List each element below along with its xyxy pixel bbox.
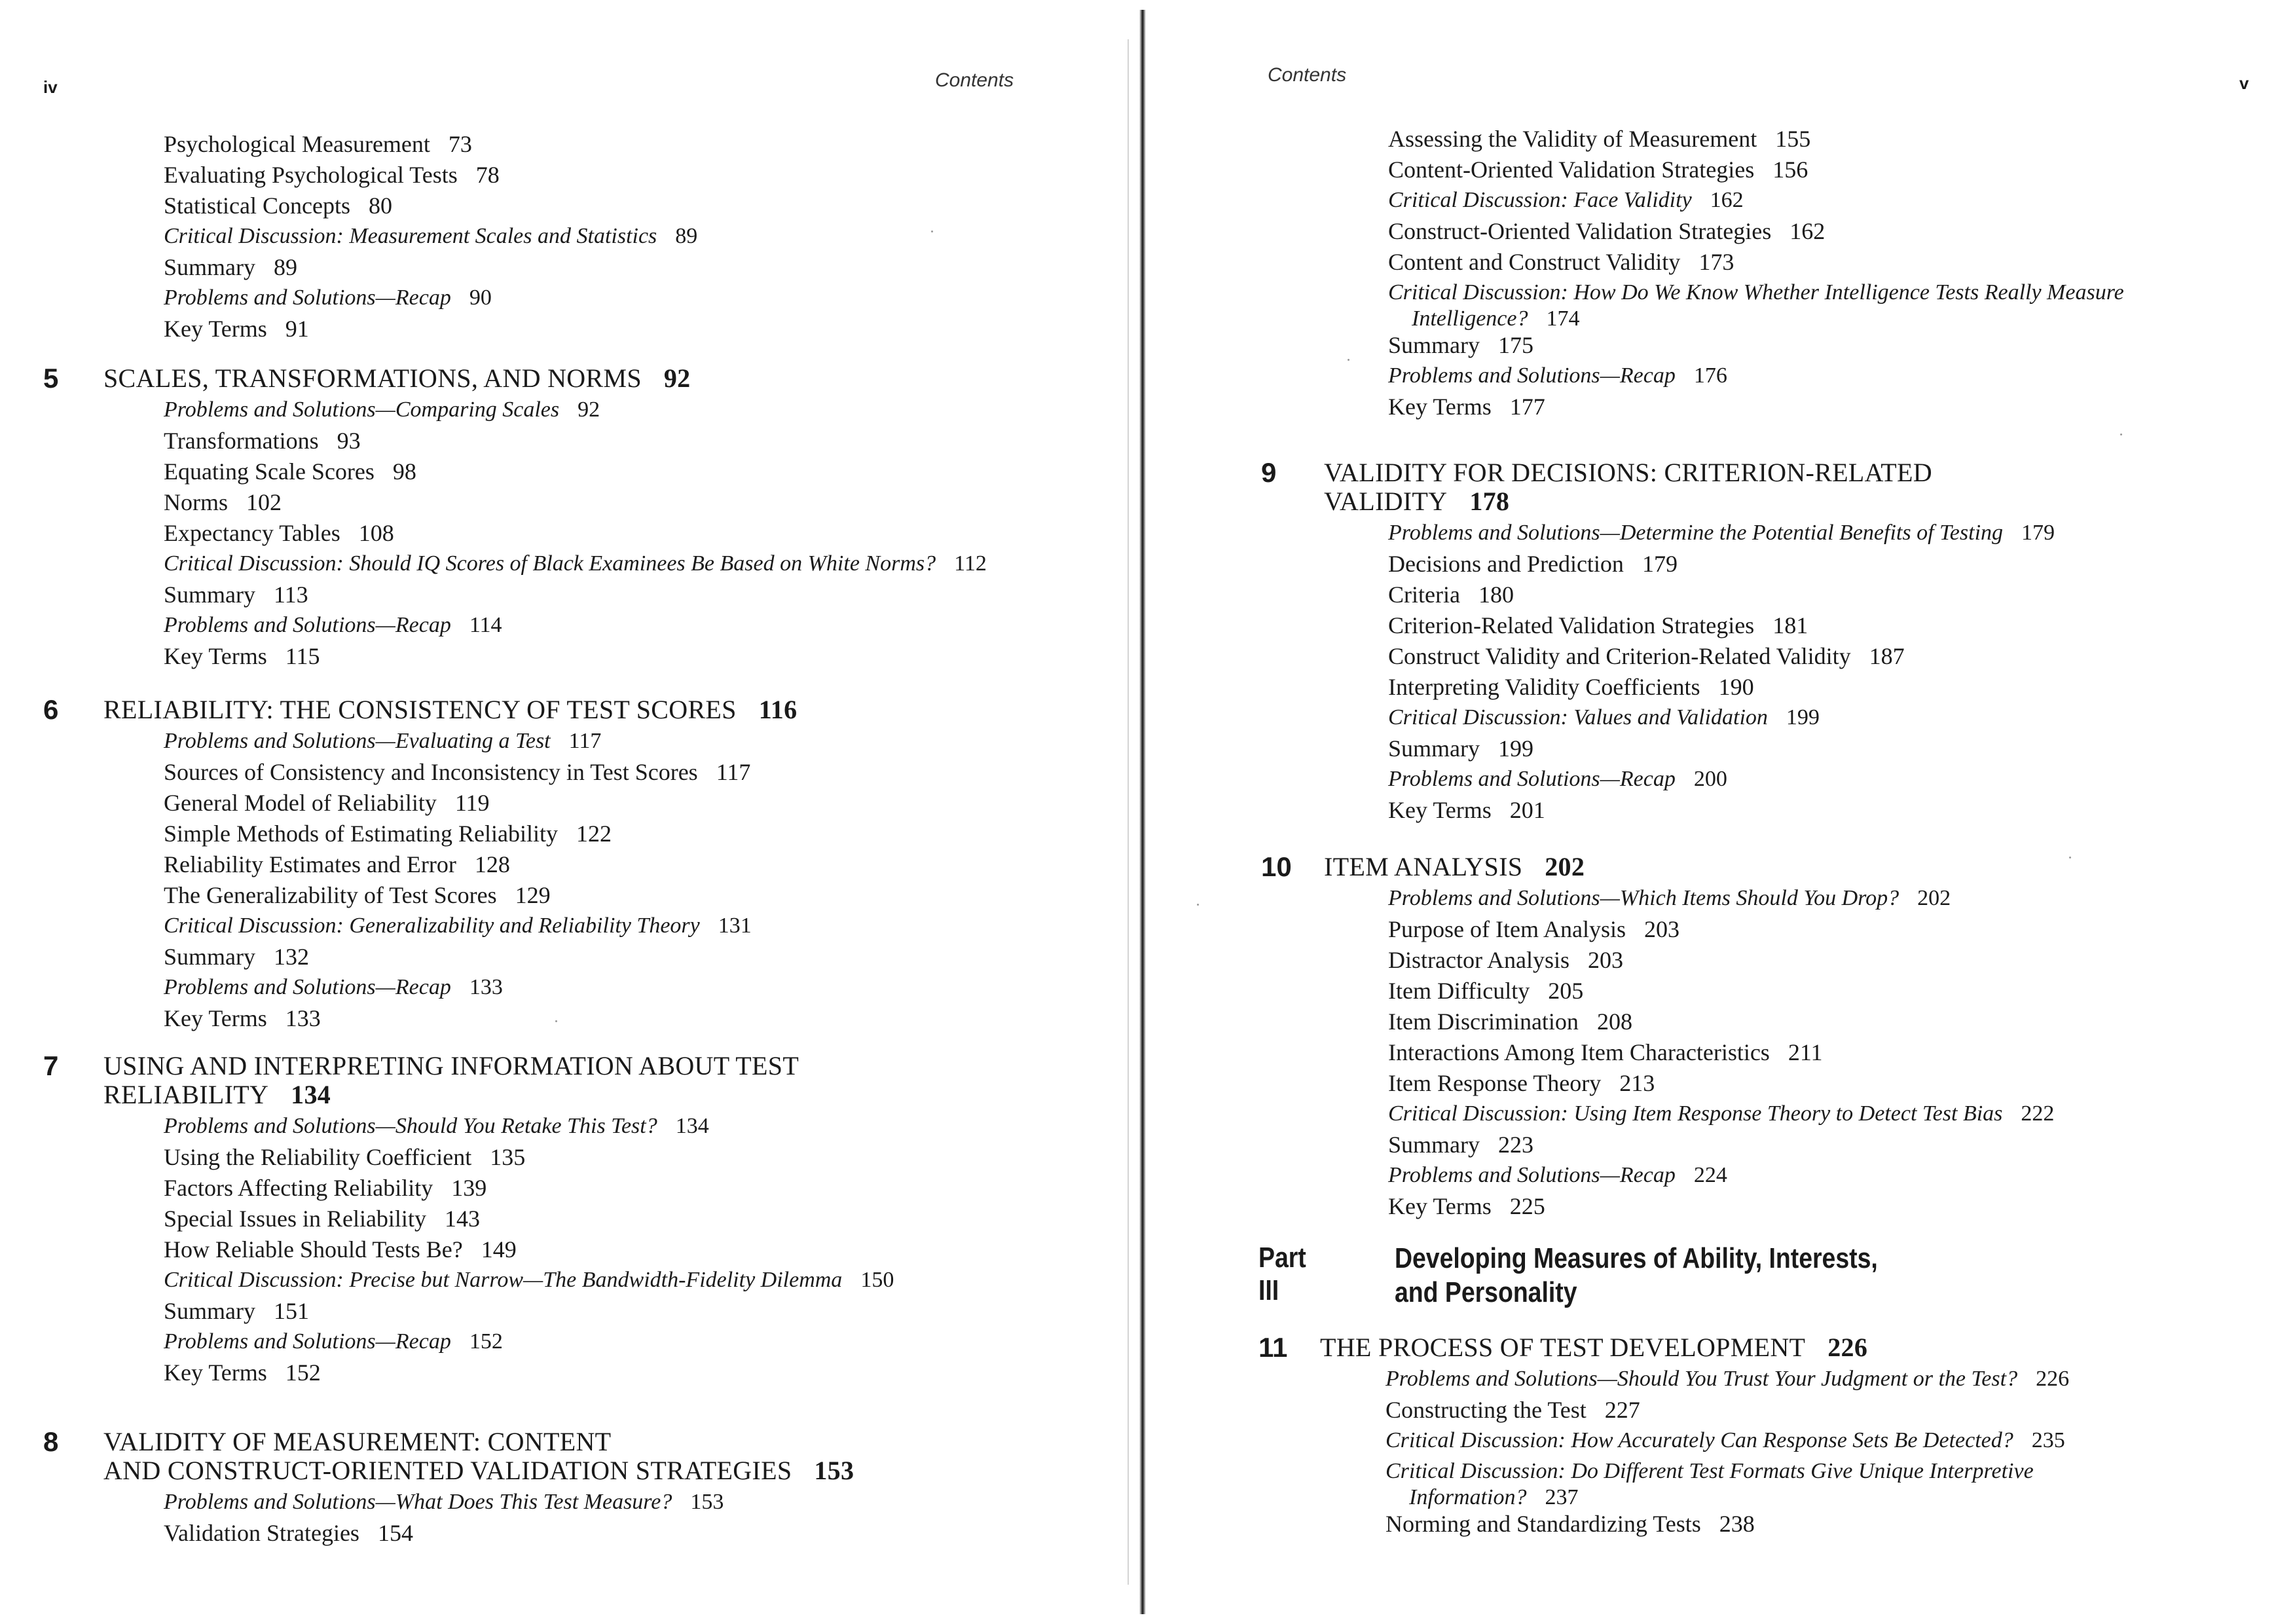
chapter-title-line: SCALES, TRANSFORMATIONS, AND NORMS 92 bbox=[103, 363, 691, 393]
entry-title: Equating Scale Scores bbox=[164, 458, 375, 485]
entry-title: General Model of Reliability bbox=[164, 790, 437, 816]
entry-title: Item Difficulty bbox=[1388, 978, 1530, 1004]
page-number: v bbox=[2239, 73, 2249, 93]
toc-entry[interactable] bbox=[164, 520, 394, 546]
entry-title: Problems and Solutions—Determine the Potential Benefits of Testing bbox=[1388, 521, 2004, 545]
entry-page-number: 190 bbox=[1718, 674, 1754, 700]
entry-title: Norms bbox=[164, 489, 228, 515]
entry-page-number: 208 bbox=[1596, 1008, 1632, 1035]
toc-entry[interactable] bbox=[164, 1175, 487, 1201]
entry-page-number: 155 bbox=[1775, 126, 1811, 152]
entry-page-number: 162 bbox=[1790, 218, 1826, 244]
entry-title: Critical Discussion: Values and Validation bbox=[1388, 705, 1768, 729]
entry-page-number: 211 bbox=[1788, 1039, 1823, 1065]
entry-page-number: 90 bbox=[469, 286, 492, 310]
entry-title: Critical Discussion: How Accurately Can Response Sets Be Detected? bbox=[1386, 1428, 2013, 1452]
entry-title: Item Response Theory bbox=[1388, 1070, 1602, 1096]
entry-page-number: 179 bbox=[2021, 521, 2055, 545]
entry-page-number: 223 bbox=[1498, 1132, 1533, 1158]
toc-entry[interactable] bbox=[1388, 766, 1727, 792]
chapter-title-line: AND CONSTRUCT-ORIENTED VALIDATION STRATEGIES 153 bbox=[103, 1456, 854, 1485]
entry-page-number: 203 bbox=[1643, 916, 1680, 942]
entry-page-number: 205 bbox=[1548, 978, 1584, 1004]
entry-page-number: 238 bbox=[1719, 1511, 1755, 1537]
entry-page-number: 117 bbox=[716, 759, 751, 785]
entry-title-continued: Information? bbox=[1409, 1485, 1527, 1509]
toc-entry[interactable] bbox=[1388, 978, 1583, 1004]
toc-entry[interactable] bbox=[164, 193, 392, 219]
entry-page-number: 203 bbox=[1587, 947, 1623, 973]
toc-entry[interactable] bbox=[1388, 1193, 1545, 1219]
entry-title: Reliability Estimates and Error bbox=[164, 851, 456, 877]
entry-title: Key Terms bbox=[1388, 797, 1492, 823]
toc-entry[interactable] bbox=[164, 223, 697, 249]
entry-page-number: 152 bbox=[469, 1329, 503, 1354]
toc-entry[interactable] bbox=[164, 1489, 724, 1515]
entry-title: Summary bbox=[164, 254, 255, 280]
entry-title: Problems and Solutions—Recap bbox=[164, 975, 451, 999]
toc-entry[interactable] bbox=[164, 612, 502, 638]
chapter-page-number: 92 bbox=[663, 363, 691, 393]
chapter-title[interactable] bbox=[1320, 1333, 1867, 1362]
entry-page-number: 128 bbox=[474, 851, 510, 877]
entry-title: Norming and Standardizing Tests bbox=[1386, 1511, 1701, 1537]
entry-title: Distractor Analysis bbox=[1388, 947, 1570, 973]
entry-title: Factors Affecting Reliability bbox=[164, 1175, 433, 1201]
entry-page-number: 175 bbox=[1498, 332, 1533, 358]
entry-page-number: 89 bbox=[274, 254, 297, 280]
chapter-page-number: 202 bbox=[1545, 852, 1585, 881]
entry-title: Critical Discussion: Measurement Scales and Statistics bbox=[164, 224, 657, 248]
entry-title: Construct-Oriented Validation Strategies bbox=[1388, 218, 1772, 244]
running-head: Contents bbox=[1268, 64, 1347, 86]
entry-page-number: 162 bbox=[1710, 188, 1744, 212]
toc-entry[interactable] bbox=[164, 285, 492, 311]
entry-title: Summary bbox=[164, 944, 255, 970]
toc-entry[interactable] bbox=[164, 1005, 321, 1031]
entry-title: Summary bbox=[164, 1298, 255, 1324]
entry-title: Constructing the Test bbox=[1386, 1397, 1587, 1423]
toc-entry[interactable] bbox=[164, 1144, 525, 1170]
toc-entry[interactable] bbox=[1388, 249, 1734, 275]
entry-page-number: 174 bbox=[1546, 306, 1580, 331]
entry-title: Sources of Consistency and Inconsistency in Test Scores bbox=[164, 759, 698, 785]
entry-title: Problems and Solutions—Recap bbox=[1388, 767, 1676, 791]
toc-entry[interactable] bbox=[164, 944, 309, 970]
toc-entry[interactable] bbox=[1388, 797, 1545, 823]
entry-page-number: 98 bbox=[392, 458, 416, 485]
toc-entry[interactable] bbox=[1388, 1039, 1823, 1065]
entry-page-number: 134 bbox=[675, 1114, 709, 1138]
toc-entry[interactable] bbox=[1388, 551, 1678, 577]
entry-title: Simple Methods of Estimating Reliability bbox=[164, 821, 558, 847]
entry-title: Critical Discussion: Generalizability and Reliability Theory bbox=[164, 913, 700, 938]
entry-title: Critical Discussion: Do Different Test Formats Give Unique Interpretive bbox=[1386, 1459, 2034, 1483]
toc-entry[interactable] bbox=[164, 1520, 413, 1546]
toc-entry[interactable] bbox=[1388, 1070, 1655, 1096]
chapter-title[interactable] bbox=[1324, 458, 1932, 516]
entry-page-number: 156 bbox=[1772, 157, 1808, 183]
entry-title: Critical Discussion: How Do We Know Whether Intelligence Tests Really Measure bbox=[1388, 280, 2124, 304]
entry-title: Criteria bbox=[1388, 581, 1460, 608]
entry-title: Key Terms bbox=[164, 1359, 267, 1386]
entry-page-number: 213 bbox=[1619, 1070, 1655, 1096]
entry-title: Problems and Solutions—Recap bbox=[1388, 363, 1676, 388]
chapter-title-line: ITEM ANALYSIS 202 bbox=[1324, 852, 1585, 881]
entry-page-number: 133 bbox=[469, 975, 503, 999]
entry-page-number: 143 bbox=[444, 1206, 480, 1232]
entry-page-number: 133 bbox=[285, 1005, 321, 1031]
book-spine bbox=[1139, 10, 1146, 1614]
chapter-number: 10 bbox=[1261, 851, 1292, 882]
entry-page-number: 73 bbox=[448, 131, 472, 157]
toc-entry[interactable] bbox=[1388, 1132, 1533, 1158]
chapter-number: 9 bbox=[1261, 457, 1277, 488]
entry-title: The Generalizability of Test Scores bbox=[164, 882, 497, 908]
entry-page-number: 131 bbox=[718, 913, 752, 938]
entry-title: Problems and Solutions—Recap bbox=[164, 613, 451, 637]
entry-title: Key Terms bbox=[164, 316, 267, 342]
toc-entry[interactable] bbox=[1388, 1162, 1727, 1189]
chapter-page-number: 153 bbox=[814, 1456, 854, 1485]
entry-page-number: 153 bbox=[690, 1490, 724, 1514]
entry-page-number: 199 bbox=[1786, 705, 1820, 729]
chapter-title[interactable] bbox=[103, 1052, 799, 1109]
entry-title: Problems and Solutions—What Does This Test Measure? bbox=[164, 1490, 672, 1514]
toc-entry[interactable] bbox=[1388, 332, 1533, 358]
entry-page-number: 187 bbox=[1869, 643, 1905, 669]
entry-title: Key Terms bbox=[1388, 1193, 1492, 1219]
entry-page-number: 176 bbox=[1693, 363, 1727, 388]
toc-entry[interactable] bbox=[1388, 735, 1533, 762]
toc-entry[interactable] bbox=[164, 458, 416, 485]
chapter-page-number: 178 bbox=[1469, 487, 1510, 516]
chapter-title-line: VALIDITY FOR DECISIONS: CRITERION-RELATED bbox=[1324, 458, 1932, 487]
toc-entry[interactable] bbox=[1386, 1366, 2069, 1392]
toc-entry[interactable] bbox=[164, 397, 600, 423]
toc-entry[interactable] bbox=[164, 728, 601, 754]
entry-title: Critical Discussion: Using Item Response Theory to Detect Test Bias bbox=[1388, 1101, 2003, 1126]
toc-entry[interactable] bbox=[164, 759, 750, 785]
chapter-title-line: VALIDITY 178 bbox=[1324, 487, 1510, 516]
entry-title: Critical Discussion: Precise but Narrow—The Bandwidth-Fidelity Dilemma bbox=[164, 1268, 843, 1292]
toc-entry[interactable] bbox=[1388, 1101, 2054, 1127]
entry-title: Decisions and Prediction bbox=[1388, 551, 1624, 577]
toc-entry[interactable] bbox=[164, 489, 282, 515]
chapter-title[interactable] bbox=[103, 364, 690, 393]
toc-entry[interactable] bbox=[164, 851, 510, 877]
entry-page-number: 119 bbox=[454, 790, 490, 816]
entry-title: Criterion-Related Validation Strategies bbox=[1388, 612, 1755, 638]
toc-entry[interactable] bbox=[1388, 363, 1727, 389]
entry-title: Problems and Solutions—Recap bbox=[1388, 1163, 1676, 1187]
right-page bbox=[1152, 0, 2295, 1624]
toc-entry[interactable] bbox=[1388, 157, 1808, 183]
entry-title: Problems and Solutions—Evaluating a Test bbox=[164, 729, 551, 753]
entry-title: Problems and Solutions—Recap bbox=[164, 1329, 451, 1354]
entry-title: Construct Validity and Criterion-Related Validity bbox=[1388, 643, 1851, 669]
entry-page-number: 135 bbox=[490, 1144, 526, 1170]
entry-page-number: 78 bbox=[475, 162, 500, 188]
left-page bbox=[0, 0, 1139, 1624]
toc-entry[interactable] bbox=[164, 162, 500, 188]
entry-title: Content-Oriented Validation Strategies bbox=[1388, 157, 1755, 183]
part-title[interactable] bbox=[1395, 1242, 1878, 1310]
entry-page-number: 181 bbox=[1772, 612, 1808, 638]
entry-title: Statistical Concepts bbox=[164, 193, 350, 219]
toc-entry[interactable] bbox=[164, 643, 320, 669]
entry-title: Validation Strategies bbox=[164, 1520, 359, 1546]
entry-title: Key Terms bbox=[164, 643, 267, 669]
running-head: Contents bbox=[935, 69, 1014, 91]
entry-title: Purpose of Item Analysis bbox=[1388, 916, 1626, 942]
entry-title: How Reliable Should Tests Be? bbox=[164, 1236, 463, 1263]
entry-page-number: 202 bbox=[1917, 886, 1951, 910]
part-title-line: Developing Measures of Ability, Interests, bbox=[1395, 1242, 1878, 1274]
entry-title: Special Issues in Reliability bbox=[164, 1206, 426, 1232]
entry-page-number: 224 bbox=[1693, 1163, 1727, 1187]
chapter-title-line: VALIDITY OF MEASUREMENT: CONTENT bbox=[103, 1427, 612, 1456]
toc-entry[interactable] bbox=[1386, 1428, 2065, 1454]
entry-title: Expectancy Tables bbox=[164, 520, 340, 546]
toc-entry[interactable] bbox=[1386, 1397, 1640, 1423]
chapter-number: 8 bbox=[43, 1426, 59, 1457]
toc-entry[interactable] bbox=[164, 131, 472, 157]
toc-entry[interactable] bbox=[164, 1298, 309, 1324]
entry-title: Summary bbox=[1388, 1132, 1480, 1158]
entry-title: Interactions Among Item Characteristics bbox=[1388, 1039, 1770, 1065]
entry-page-number: 237 bbox=[1545, 1485, 1579, 1509]
toc-entry[interactable] bbox=[1388, 916, 1680, 942]
entry-title: Problems and Solutions—Should You Trust Your Judgment or the Test? bbox=[1386, 1367, 2018, 1391]
toc-entry[interactable] bbox=[1388, 674, 1754, 700]
toc-entry[interactable] bbox=[164, 913, 752, 939]
entry-page-number: 102 bbox=[246, 489, 282, 515]
toc-entry[interactable] bbox=[1388, 612, 1808, 638]
entry-page-number: 150 bbox=[860, 1268, 894, 1292]
toc-entry[interactable] bbox=[1388, 187, 1744, 213]
entry-title: Key Terms bbox=[164, 1005, 267, 1031]
entry-page-number: 180 bbox=[1478, 581, 1514, 608]
part-title-line: and Personality bbox=[1395, 1276, 1577, 1308]
toc-entry[interactable] bbox=[164, 974, 503, 1001]
chapter-title-line: RELIABILITY: THE CONSISTENCY OF TEST SCORES 116 bbox=[103, 695, 798, 724]
entry-title: Problems and Solutions—Recap bbox=[164, 286, 451, 310]
entry-title: Using the Reliability Coefficient bbox=[164, 1144, 472, 1170]
toc-entry[interactable] bbox=[1388, 885, 1951, 912]
entry-page-number: 122 bbox=[576, 821, 612, 847]
entry-page-number: 151 bbox=[274, 1298, 309, 1324]
toc-entry[interactable] bbox=[164, 1359, 321, 1386]
entry-page-number: 115 bbox=[285, 643, 320, 669]
entry-page-number: 201 bbox=[1509, 797, 1545, 823]
toc-entry[interactable] bbox=[1388, 520, 2055, 546]
entry-page-number: 173 bbox=[1698, 249, 1735, 275]
entry-page-number: 89 bbox=[675, 224, 698, 248]
toc-entry[interactable] bbox=[1388, 705, 1820, 731]
chapter-number: 6 bbox=[43, 694, 59, 725]
chapter-page-number: 226 bbox=[1827, 1333, 1868, 1362]
chapter-title[interactable] bbox=[103, 1428, 854, 1485]
chapter-number: 11 bbox=[1258, 1332, 1288, 1363]
toc-entry[interactable] bbox=[164, 882, 551, 908]
toc-entry[interactable] bbox=[164, 581, 308, 608]
toc-entry[interactable] bbox=[164, 1329, 503, 1355]
entry-page-number: 227 bbox=[1604, 1397, 1640, 1423]
entry-page-number: 92 bbox=[578, 397, 600, 422]
toc-entry[interactable] bbox=[1388, 394, 1545, 420]
chapter-title[interactable] bbox=[103, 695, 797, 724]
chapter-page-number: 116 bbox=[758, 695, 798, 724]
toc-entry[interactable] bbox=[1388, 126, 1810, 152]
entry-title: Problems and Solutions—Should You Retake This Test? bbox=[164, 1114, 657, 1138]
entry-title: Summary bbox=[1388, 735, 1480, 762]
entry-title: Transformations bbox=[164, 428, 319, 454]
entry-page-number: 179 bbox=[1642, 551, 1678, 577]
toc-entry[interactable] bbox=[1388, 1008, 1632, 1035]
chapter-title-line: USING AND INTERPRETING INFORMATION ABOUT TEST bbox=[103, 1051, 799, 1080]
toc-entry[interactable] bbox=[1388, 947, 1623, 973]
toc-entry[interactable] bbox=[164, 428, 361, 454]
entry-title-continued: Intelligence? bbox=[1412, 306, 1528, 331]
chapter-page-number: 134 bbox=[291, 1080, 331, 1109]
entry-page-number: 200 bbox=[1693, 767, 1727, 791]
page-number: iv bbox=[43, 77, 58, 97]
toc-entry[interactable] bbox=[1388, 581, 1514, 608]
entry-title: Summary bbox=[164, 581, 255, 608]
entry-title: Content and Construct Validity bbox=[1388, 249, 1681, 275]
toc-entry[interactable] bbox=[164, 1236, 517, 1263]
entry-page-number: 177 bbox=[1509, 394, 1545, 420]
entry-title: Key Terms bbox=[1388, 394, 1492, 420]
entry-page-number: 113 bbox=[274, 581, 308, 608]
toc-entry[interactable] bbox=[1388, 218, 1825, 244]
entry-page-number: 149 bbox=[481, 1236, 517, 1263]
part-label: Part III bbox=[1258, 1242, 1306, 1306]
toc-entry[interactable] bbox=[1388, 280, 2148, 332]
entry-page-number: 114 bbox=[469, 613, 502, 637]
chapter-title[interactable] bbox=[1324, 853, 1585, 881]
entry-page-number: 226 bbox=[2036, 1367, 2070, 1391]
toc-entry[interactable] bbox=[164, 790, 490, 816]
entry-page-number: 199 bbox=[1498, 735, 1533, 762]
chapter-title-line: THE PROCESS OF TEST DEVELOPMENT 226 bbox=[1320, 1333, 1868, 1362]
entry-page-number: 139 bbox=[451, 1175, 487, 1201]
toc-entry[interactable] bbox=[1386, 1458, 2145, 1511]
toc-entry[interactable] bbox=[164, 254, 297, 280]
toc-entry[interactable] bbox=[164, 1113, 709, 1139]
entry-title: Problems and Solutions—Which Items Should You Drop? bbox=[1388, 886, 1900, 910]
entry-page-number: 222 bbox=[2021, 1101, 2055, 1126]
toc-entry[interactable] bbox=[164, 1206, 480, 1232]
chapter-number: 7 bbox=[43, 1050, 59, 1081]
entry-page-number: 112 bbox=[954, 551, 987, 576]
toc-entry[interactable] bbox=[164, 316, 309, 342]
entry-page-number: 93 bbox=[337, 428, 361, 454]
entry-title: Critical Discussion: Should IQ Scores of Black Examinees Be Based on White Norms? bbox=[164, 551, 936, 576]
entry-title: Summary bbox=[1388, 332, 1480, 358]
entry-page-number: 152 bbox=[285, 1359, 321, 1386]
entry-page-number: 80 bbox=[368, 193, 392, 219]
entry-page-number: 154 bbox=[377, 1520, 413, 1546]
entry-page-number: 117 bbox=[568, 729, 602, 753]
entry-page-number: 91 bbox=[285, 316, 309, 342]
toc-entry[interactable] bbox=[1386, 1511, 1755, 1537]
entry-page-number: 235 bbox=[2031, 1428, 2065, 1452]
entry-page-number: 129 bbox=[515, 882, 551, 908]
entry-page-number: 225 bbox=[1509, 1193, 1545, 1219]
entry-page-number: 132 bbox=[274, 944, 309, 970]
toc-entry[interactable] bbox=[164, 821, 612, 847]
entry-title: Problems and Solutions—Comparing Scales bbox=[164, 397, 560, 422]
chapter-number: 5 bbox=[43, 363, 59, 394]
chapter-title-line: RELIABILITY 134 bbox=[103, 1080, 331, 1109]
toc-entry[interactable] bbox=[164, 551, 987, 577]
entry-title: Assessing the Validity of Measurement bbox=[1388, 126, 1757, 152]
toc-entry[interactable] bbox=[1388, 643, 1905, 669]
toc-entry[interactable] bbox=[164, 1267, 894, 1293]
entry-page-number: 108 bbox=[358, 520, 394, 546]
entry-title: Evaluating Psychological Tests bbox=[164, 162, 458, 188]
entry-title: Item Discrimination bbox=[1388, 1008, 1579, 1035]
entry-title: Interpreting Validity Coefficients bbox=[1388, 674, 1700, 700]
entry-title: Psychological Measurement bbox=[164, 131, 430, 157]
entry-title: Critical Discussion: Face Validity bbox=[1388, 188, 1692, 212]
